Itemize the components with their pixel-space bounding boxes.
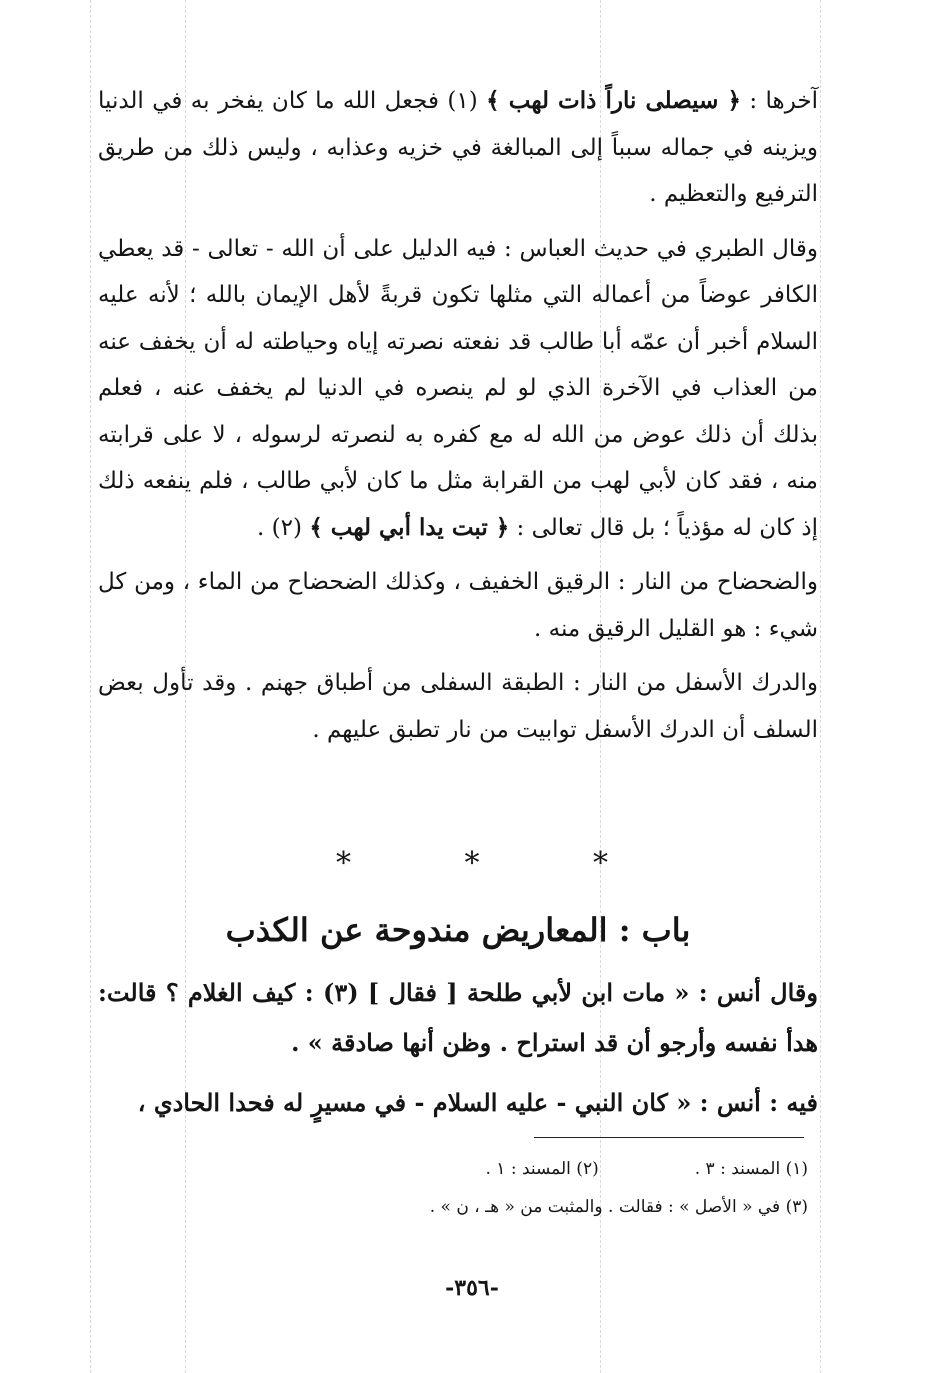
- footnote-2: (٢) المسند : ١ .: [485, 1159, 599, 1179]
- body-text-upper: [98, 78, 818, 753]
- paragraph-4: والدرك الأسفل من النار : الطبقة السفلى من أطباق جهنم . وقد تأول بعض السلف أن الدرك الأسفل توابيت من نار تطبق عليهم .: [98, 670, 818, 743]
- footnote-1: (١) المسند : ٣ .: [694, 1159, 808, 1179]
- footnote-3: (٣) في « الأصل » : فقالت . والمثبت من « هـ ، ن » .: [429, 1197, 808, 1217]
- paragraph-3: والضحضاح من النار : الرقيق الخفيف ، وكذلك الضحضاح من الماء ، ومن كل شيء : هو القليل الرقيق منه .: [98, 569, 818, 642]
- section-separator: * * *: [335, 846, 661, 881]
- quran-verse: ﴿ سيصلى ناراً ذات لهب ﴾: [486, 87, 741, 114]
- footnote-divider: [534, 1137, 804, 1138]
- hadith-block: [98, 968, 818, 1128]
- footnotes: [98, 1150, 808, 1226]
- footnote-line-1: [98, 1150, 808, 1188]
- hadith-paragraph-2: فيه : أنس : « كان النبي - عليه السلام - في مسيرٍ له فحدا الحادي ،: [137, 1088, 818, 1117]
- chapter-title: باب : المعاريض مندوحة عن الكذب: [225, 911, 691, 949]
- scan-guide-line: [90, 0, 91, 1373]
- paragraph-1: آخرها : ﴿ سيصلى ناراً ذات لهب ﴾ (١) فجعل الله ما كان يفخر به في الدنيا ويزينه في جماله سبباً إلى المبالغة في خزيه وعذابه ، وليس ذلك من طريق الترفيع والتعظيم .: [98, 87, 818, 207]
- hadith-paragraph-1: وقال أنس : « مات ابن لأبي طلحة [ فقال ] (٣) : كيف الغلام ؟ قالت: هدأ نفسه وأرجو أن قد استراح . وظن أنها صادقة » .: [98, 978, 818, 1057]
- quran-verse: ﴿ تبت يدا أبي لهب ﴾: [309, 513, 510, 541]
- scan-guide-line: [820, 0, 821, 1373]
- page-number: -٣٥٦-: [445, 1275, 499, 1301]
- paragraph-2: وقال الطبري في حديث العباس : فيه الدليل على أن الله - تعالى - قد يعطي الكافر عوضاً من أعماله التي مثلها تكون قربةً لأهل الإيمان بالله ؛ لأنه عليه السلام أخبر أن عمّه أبا طالب قد نفعته نصرته إياه وحياطته له أن يخفف عنه من العذاب في الآخرة الذي لو لم ينصره في الدنيا لم يخفف عنه ، فعلم بذلك أن ذلك عوض من الله له مع كفره به لنصرته لرسوله ، لا على قرابته منه ، فقد كان لأبي لهب من القرابة مثل ما كان لأبي طالب ، فلم ينفعه ذلك إذ كان له مؤذياً ؛ بل قال تعالى : ﴿ تبت يدا أبي لهب ﴾ (٢) .: [98, 235, 818, 541]
